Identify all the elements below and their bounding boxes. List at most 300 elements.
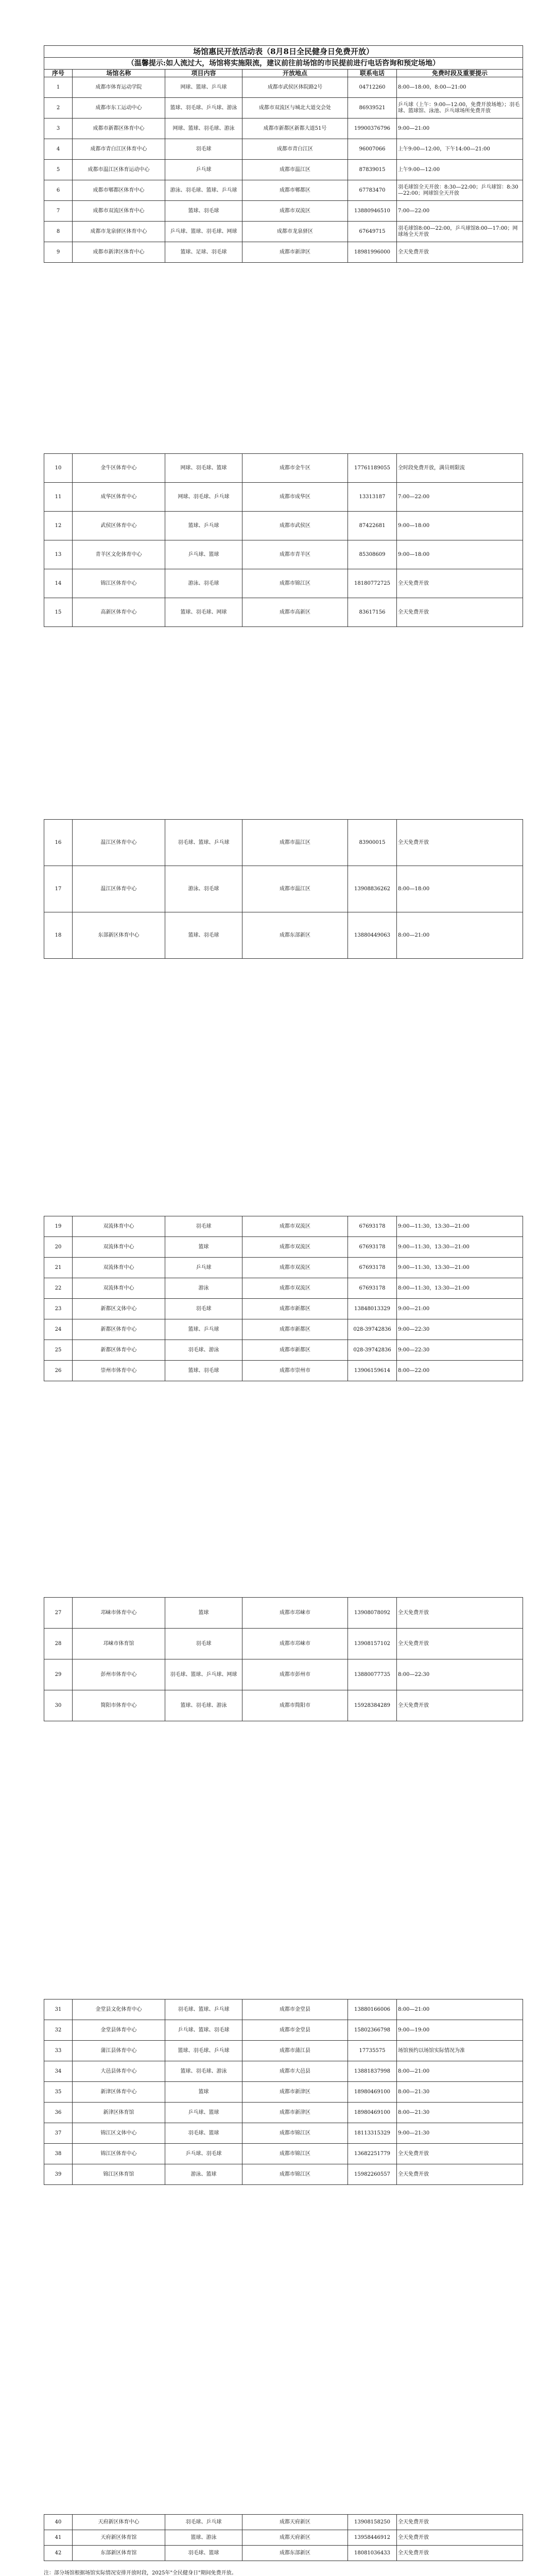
cell-tel: 13880449063 [348, 912, 397, 959]
cell-place: 成都市新都区 [242, 1299, 348, 1319]
cell-name: 新津区体育馆 [73, 2103, 165, 2123]
cell-name: 成都市新都区体育中心 [73, 118, 165, 139]
cell-items: 游泳、羽毛球、篮球、乒乓球 [165, 180, 242, 201]
cell-items: 羽毛球 [165, 1299, 242, 1319]
cell-items: 篮球、游泳 [165, 2530, 242, 2546]
table-row [44, 569, 523, 598]
cell-no: 3 [44, 118, 73, 139]
cell-name: 双流体育中心 [73, 1237, 165, 1258]
cell-place: 成都市成华区 [242, 483, 348, 512]
cell-place: 成都市双流区 [242, 201, 348, 222]
table-block-3 [44, 819, 523, 959]
header-name: 场馆名称 [73, 70, 165, 77]
cell-items: 乒乓球、羽毛球 [165, 2144, 242, 2164]
cell-name: 青羊区文化体育中心 [73, 540, 165, 569]
cell-name: 双流体育中心 [73, 1216, 165, 1237]
cell-place: 成都市锦江区 [242, 2164, 348, 2185]
cell-place: 成都市郫都区 [242, 180, 348, 201]
cell-tel: 13881837998 [348, 2061, 397, 2082]
rows-page-1 [44, 77, 523, 263]
cell-hint: 8:00—11:30，13:30—21:00 [397, 1278, 523, 1299]
cell-tel: 83900015 [348, 820, 397, 866]
table-row [44, 512, 523, 540]
cell-place: 成都市新都区 [242, 1319, 348, 1340]
cell-no: 22 [44, 1278, 73, 1299]
cell-place: 成都市温江区 [242, 820, 348, 866]
cell-tel: 17761189055 [348, 454, 397, 483]
rows-page-3 [44, 820, 523, 959]
cell-tel: 13313187 [348, 483, 397, 512]
cell-name: 金牛区体育中心 [73, 454, 165, 483]
cell-place: 成都市双流区 [242, 1216, 348, 1237]
cell-name: 天府新区体育馆 [73, 2530, 165, 2546]
cell-items: 羽毛球 [165, 1629, 242, 1659]
cell-hint: 8:00—18:00 [397, 866, 523, 912]
cell-name: 成都市新津区体育中心 [73, 242, 165, 263]
cell-name: 锦江区文体中心 [73, 2123, 165, 2144]
cell-tel: 86939521 [348, 98, 397, 118]
table-row [44, 1319, 523, 1340]
cell-hint: 9:00—22:30 [397, 1340, 523, 1361]
cell-place: 成都市蒲江县 [242, 2041, 348, 2061]
cell-no: 16 [44, 820, 73, 866]
cell-no: 28 [44, 1629, 73, 1659]
cell-tel: 18180772725 [348, 569, 397, 598]
table-row [44, 1690, 523, 1721]
cell-name: 东部新区体育中心 [73, 912, 165, 959]
cell-hint: 8:00—22:00 [397, 1361, 523, 1381]
cell-hint: 9:00—21:30 [397, 2123, 523, 2144]
cell-tel: 13908078092 [348, 1598, 397, 1629]
table-row [44, 1299, 523, 1319]
table-row [44, 180, 523, 201]
cell-tel: 87422681 [348, 512, 397, 540]
cell-place: 成都市邛崃市 [242, 1629, 348, 1659]
cell-tel: 18081036433 [348, 2546, 397, 2561]
cell-items: 羽毛球、篮球 [165, 2546, 242, 2561]
cell-place: 成都市锦江区 [242, 569, 348, 598]
cell-hint: 9:00—11:30，13:30—21:00 [397, 1216, 523, 1237]
cell-name: 崇州市体育中心 [73, 1361, 165, 1381]
cell-items: 篮球、羽毛球、乒乓球、游泳 [165, 98, 242, 118]
cell-hint: 9:00—11:30，13:30—21:00 [397, 1258, 523, 1278]
table-row [44, 222, 523, 242]
table-row [44, 2061, 523, 2082]
table-row [44, 912, 523, 959]
cell-no: 39 [44, 2164, 73, 2185]
table-row [44, 160, 523, 180]
cell-hint: 9:00—22:30 [397, 1319, 523, 1340]
rows-page-7 [44, 2515, 523, 2561]
cell-no: 2 [44, 98, 73, 118]
notice-text: （温馨提示:如人流过大，场馆将实施限流，建议前往前场馆的市民提前进行电话咨询和预定场地） [44, 58, 523, 70]
rows-page-6 [44, 1999, 523, 2185]
cell-no: 21 [44, 1258, 73, 1278]
cell-place: 成都市龙泉驿区 [242, 222, 348, 242]
table-row [44, 866, 523, 912]
cell-tel: 18113315329 [348, 2123, 397, 2144]
cell-hint: 全天免费开放 [397, 242, 523, 263]
cell-name: 简阳市体育中心 [73, 1690, 165, 1721]
cell-items: 游泳、羽毛球 [165, 866, 242, 912]
cell-place: 成都市新都区 [242, 1340, 348, 1361]
cell-no: 1 [44, 77, 73, 98]
cell-tel: 13908836262 [348, 866, 397, 912]
cell-items: 羽毛球、游泳 [165, 1340, 242, 1361]
cell-items: 篮球、羽毛球 [165, 201, 242, 222]
cell-name: 新都区体育中心 [73, 1340, 165, 1361]
cell-name: 武侯区体育中心 [73, 512, 165, 540]
cell-place: 成都市金牛区 [242, 454, 348, 483]
cell-no: 23 [44, 1299, 73, 1319]
cell-hint: 8:00—21:00 [397, 1999, 523, 2020]
cell-name: 新都区文体中心 [73, 1299, 165, 1319]
cell-no: 7 [44, 201, 73, 222]
cell-items: 篮球、羽毛球 [165, 912, 242, 959]
table-row [44, 98, 523, 118]
cell-hint: 乒乓球（上午：9:00—12:00，免费开放场地）；羽毛球、篮球馆、泳池、乒乓球场所免费开放 [397, 98, 523, 118]
cell-tel: 028-39742836 [348, 1340, 397, 1361]
cell-place: 成都市简阳市 [242, 1690, 348, 1721]
cell-tel: 67783470 [348, 180, 397, 201]
cell-name: 蒲江县体育中心 [73, 2041, 165, 2061]
rows-page-4 [44, 1216, 523, 1381]
page-title: 场馆惠民开放活动表（8月8日全民健身日免费开放） [44, 46, 523, 58]
cell-no: 18 [44, 912, 73, 959]
cell-items: 篮球、足球、羽毛球 [165, 242, 242, 263]
cell-tel: 13682251779 [348, 2144, 397, 2164]
cell-no: 14 [44, 569, 73, 598]
cell-tel: 96007066 [348, 139, 397, 160]
cell-items: 乒乓球 [165, 1258, 242, 1278]
cell-name: 金堂县体育中心 [73, 2020, 165, 2041]
cell-hint: 9:00—19:00 [397, 2020, 523, 2041]
cell-name: 高新区体育中心 [73, 598, 165, 627]
cell-name: 锦江区体育中心 [73, 2144, 165, 2164]
cell-name: 成都市龙泉驿区体育中心 [73, 222, 165, 242]
cell-place: 成都市新津区 [242, 242, 348, 263]
cell-name: 新津区体育中心 [73, 2082, 165, 2103]
cell-tel: 13908158250 [348, 2515, 397, 2530]
table-row [44, 242, 523, 263]
table-row [44, 1237, 523, 1258]
table-row [44, 1598, 523, 1629]
schedule-table-page-7 [44, 2514, 523, 2561]
cell-place: 成都市大邑县 [242, 2061, 348, 2082]
cell-name: 成华区体育中心 [73, 483, 165, 512]
cell-items: 乒乓球、篮球、羽毛球、网球 [165, 222, 242, 242]
cell-tel: 67693178 [348, 1216, 397, 1237]
cell-items: 网球、羽毛球、乒乓球 [165, 483, 242, 512]
cell-items: 篮球 [165, 1237, 242, 1258]
cell-place: 成都市武侯区体院路2号 [242, 77, 348, 98]
cell-no: 8 [44, 222, 73, 242]
cell-no: 32 [44, 2020, 73, 2041]
table-row [44, 2123, 523, 2144]
cell-tel: 67649715 [348, 222, 397, 242]
cell-hint: 全时段免费开放，满员则限流 [397, 454, 523, 483]
cell-items: 篮球、乒乓球 [165, 512, 242, 540]
cell-tel: 15928384289 [348, 1690, 397, 1721]
cell-place: 成都市武侯区 [242, 512, 348, 540]
cell-hint: 7:00—22:00 [397, 483, 523, 512]
header-place: 开放地点 [242, 70, 348, 77]
table-row [44, 2164, 523, 2185]
cell-no: 33 [44, 2041, 73, 2061]
cell-hint: 9:00—18:00 [397, 540, 523, 569]
cell-items: 篮球 [165, 1598, 242, 1629]
cell-items: 羽毛球 [165, 139, 242, 160]
schedule-table-page-2 [44, 453, 523, 627]
cell-place: 成都市新津区 [242, 2103, 348, 2123]
cell-place: 成都市青羊区 [242, 540, 348, 569]
cell-hint: 9:00—21:00 [397, 1299, 523, 1319]
table-row [44, 2546, 523, 2561]
cell-place: 成都市崇州市 [242, 1361, 348, 1381]
cell-hint: 场馆预约以场馆实际情况为准 [397, 2041, 523, 2061]
cell-no: 6 [44, 180, 73, 201]
cell-hint: 全天免费开放 [397, 2164, 523, 2185]
cell-items: 篮球、羽毛球、游泳 [165, 1690, 242, 1721]
table-block-6 [44, 1999, 523, 2185]
cell-place: 成都天府新区 [242, 2515, 348, 2530]
table-row [44, 1258, 523, 1278]
cell-place: 成都市锦江区 [242, 2144, 348, 2164]
table-block-1 [44, 45, 523, 263]
cell-name: 金堂县文化体育中心 [73, 1999, 165, 2020]
cell-name: 成都市体育运动学院 [73, 77, 165, 98]
schedule-table-page-4 [44, 1216, 523, 1381]
cell-no: 34 [44, 2061, 73, 2082]
cell-no: 4 [44, 139, 73, 160]
cell-place: 成都市温江区 [242, 160, 348, 180]
cell-tel: 87839015 [348, 160, 397, 180]
cell-items: 羽毛球、篮球、乒乓球、网球 [165, 1659, 242, 1690]
table-row [44, 2041, 523, 2061]
cell-place: 成都东部新区 [242, 912, 348, 959]
cell-hint: 全天免费开放 [397, 1690, 523, 1721]
cell-name: 东部新区体育馆 [73, 2546, 165, 2561]
cell-name: 新都区体育中心 [73, 1319, 165, 1340]
cell-hint: 全天免费开放 [397, 598, 523, 627]
cell-items: 羽毛球 [165, 1216, 242, 1237]
table-row [44, 139, 523, 160]
cell-name: 成都市青白江区体育中心 [73, 139, 165, 160]
table-row [44, 1361, 523, 1381]
cell-hint: 9:00—21:00 [397, 118, 523, 139]
header-no: 序号 [44, 70, 73, 77]
cell-place: 成都市锦江区 [242, 2123, 348, 2144]
table-row [44, 540, 523, 569]
cell-name: 双流体育中心 [73, 1278, 165, 1299]
cell-items: 乒乓球、篮球 [165, 540, 242, 569]
cell-tel: 17735575 [348, 2041, 397, 2061]
cell-hint: 全天免费开放 [397, 2515, 523, 2530]
cell-place: 成都市双流区 [242, 1237, 348, 1258]
cell-items: 篮球、羽毛球 [165, 1361, 242, 1381]
schedule-table-page-5 [44, 1597, 523, 1721]
cell-place: 成都市双流区 [242, 1278, 348, 1299]
cell-tel: 15982260557 [348, 2164, 397, 2185]
cell-name: 成都市东工运动中心 [73, 98, 165, 118]
table-row [44, 2144, 523, 2164]
table-block-4 [44, 1216, 523, 1381]
cell-hint: 8:00—22:30 [397, 1659, 523, 1690]
cell-items: 羽毛球、乒乓球 [165, 2515, 242, 2530]
cell-no: 19 [44, 1216, 73, 1237]
cell-no: 38 [44, 2144, 73, 2164]
table-row [44, 1629, 523, 1659]
cell-no: 13 [44, 540, 73, 569]
table-block-7 [44, 2514, 523, 2561]
cell-items: 乒乓球、篮球、羽毛球 [165, 2020, 242, 2041]
cell-tel: 83617156 [348, 598, 397, 627]
cell-no: 9 [44, 242, 73, 263]
cell-hint: 8:00—18:00，8:00—21:00 [397, 77, 523, 98]
cell-name: 双流体育中心 [73, 1258, 165, 1278]
cell-name: 温江区体育中心 [73, 820, 165, 866]
cell-place: 成都市新津区 [242, 2082, 348, 2103]
cell-tel: 18980469100 [348, 2103, 397, 2123]
cell-items: 网球、羽毛球、篮球 [165, 454, 242, 483]
cell-items: 羽毛球、篮球、乒乓球 [165, 820, 242, 866]
cell-no: 35 [44, 2082, 73, 2103]
cell-no: 24 [44, 1319, 73, 1340]
cell-items: 乒乓球 [165, 160, 242, 180]
table-row [44, 483, 523, 512]
schedule-table-page-3 [44, 819, 523, 959]
cell-no: 27 [44, 1598, 73, 1629]
cell-place: 成都市双流区与城北大道交会处 [242, 98, 348, 118]
cell-name: 温江区体育中心 [73, 866, 165, 912]
cell-name: 邛崃市体育中心 [73, 1598, 165, 1629]
cell-no: 12 [44, 512, 73, 540]
cell-tel: 028-39742836 [348, 1319, 397, 1340]
cell-no: 26 [44, 1361, 73, 1381]
rows-page-5 [44, 1598, 523, 1721]
cell-hint: 全天免费开放 [397, 2144, 523, 2164]
cell-no: 36 [44, 2103, 73, 2123]
cell-no: 20 [44, 1237, 73, 1258]
cell-name: 锦江区体育中心 [73, 569, 165, 598]
cell-items: 篮球、乒乓球 [165, 1319, 242, 1340]
table-row [44, 77, 523, 98]
cell-name: 锦江区体育馆 [73, 2164, 165, 2185]
cell-hint: 7:00—22:00 [397, 201, 523, 222]
cell-name: 彭州市体育中心 [73, 1659, 165, 1690]
cell-tel: 04712260 [348, 77, 397, 98]
table-row [44, 598, 523, 627]
cell-hint: 全天免费开放 [397, 2530, 523, 2546]
cell-no: 15 [44, 598, 73, 627]
cell-tel: 85308609 [348, 540, 397, 569]
footnote: 注：部分场馆根据场馆实际情况安排开放时段，2025年"全民健身日"期间免费开放。 [44, 2570, 237, 2576]
header-tel: 联系电话 [348, 70, 397, 77]
rows-page-2 [44, 454, 523, 627]
cell-no: 37 [44, 2123, 73, 2144]
cell-no: 29 [44, 1659, 73, 1690]
cell-items: 篮球、羽毛球、乒乓球 [165, 2041, 242, 2061]
cell-no: 10 [44, 454, 73, 483]
cell-items: 游泳、羽毛球 [165, 569, 242, 598]
table-row [44, 2020, 523, 2041]
cell-no: 5 [44, 160, 73, 180]
table-block-2 [44, 453, 523, 627]
table-block-5 [44, 1597, 523, 1721]
cell-place: 成都市双流区 [242, 1258, 348, 1278]
cell-place: 成都市新都区新都大道51号 [242, 118, 348, 139]
cell-name: 天府新区体育中心 [73, 2515, 165, 2530]
cell-tel: 13880166006 [348, 1999, 397, 2020]
cell-place: 成都市青白江区 [242, 139, 348, 160]
cell-items: 游泳、篮球 [165, 2164, 242, 2185]
cell-tel: 67693178 [348, 1278, 397, 1299]
cell-hint: 全天免费开放 [397, 569, 523, 598]
cell-tel: 18981996000 [348, 242, 397, 263]
cell-items: 游泳 [165, 1278, 242, 1299]
table-row [44, 2530, 523, 2546]
cell-place: 成都市邛崃市 [242, 1598, 348, 1629]
cell-items: 网球、篮球、乒乓球 [165, 77, 242, 98]
cell-hint: 8:00—21:30 [397, 2082, 523, 2103]
cell-items: 羽毛球、篮球 [165, 2123, 242, 2144]
cell-hint: 上午9:00—12:00 [397, 160, 523, 180]
cell-place: 成都市金堂县 [242, 1999, 348, 2020]
cell-hint: 羽毛球馆全天开放：8:30—22:00；乒乓球馆：8:30—22:00；网球馆全天开放 [397, 180, 523, 201]
cell-items: 篮球、羽毛球、游泳 [165, 2061, 242, 2082]
cell-hint: 全天免费开放 [397, 2546, 523, 2561]
table-header [44, 70, 523, 77]
cell-hint: 8:00—21:00 [397, 2061, 523, 2082]
cell-name: 成都市双流区体育中心 [73, 201, 165, 222]
cell-items: 乒乓球、篮球 [165, 2103, 242, 2123]
cell-no: 17 [44, 866, 73, 912]
cell-hint: 羽毛球馆8:00—22:00，乒乓球馆8:00—17:00；网球场全天开放 [397, 222, 523, 242]
cell-no: 40 [44, 2515, 73, 2530]
table-row [44, 820, 523, 866]
table-row [44, 454, 523, 483]
cell-place: 成都市金堂县 [242, 2020, 348, 2041]
table-row [44, 1216, 523, 1237]
schedule-table-page-1 [44, 45, 523, 263]
cell-tel: 13906159614 [348, 1361, 397, 1381]
cell-items: 羽毛球、篮球、乒乓球 [165, 1999, 242, 2020]
cell-place: 成都市彭州市 [242, 1659, 348, 1690]
cell-no: 11 [44, 483, 73, 512]
cell-items: 篮球 [165, 2082, 242, 2103]
cell-tel: 13908157102 [348, 1629, 397, 1659]
table-row [44, 2082, 523, 2103]
table-row [44, 118, 523, 139]
cell-tel: 13958446912 [348, 2530, 397, 2546]
cell-items: 篮球、羽毛球、网球 [165, 598, 242, 627]
cell-place: 成都市高新区 [242, 598, 348, 627]
cell-name: 大邑县体育中心 [73, 2061, 165, 2082]
cell-name: 成都市温江区体育运动中心 [73, 160, 165, 180]
table-row [44, 1999, 523, 2020]
cell-hint: 9:00—18:00 [397, 512, 523, 540]
table-row [44, 201, 523, 222]
cell-tel: 15802366798 [348, 2020, 397, 2041]
cell-hint: 9:00—11:30，13:30—21:00 [397, 1237, 523, 1258]
header-hint: 免费时段及重要提示 [397, 70, 523, 77]
cell-name: 邛崃市体育馆 [73, 1629, 165, 1659]
cell-no: 31 [44, 1999, 73, 2020]
cell-no: 30 [44, 1690, 73, 1721]
cell-hint: 8:00—21:30 [397, 2103, 523, 2123]
cell-place: 成都市温江区 [242, 866, 348, 912]
cell-name: 成都市郫都区体育中心 [73, 180, 165, 201]
